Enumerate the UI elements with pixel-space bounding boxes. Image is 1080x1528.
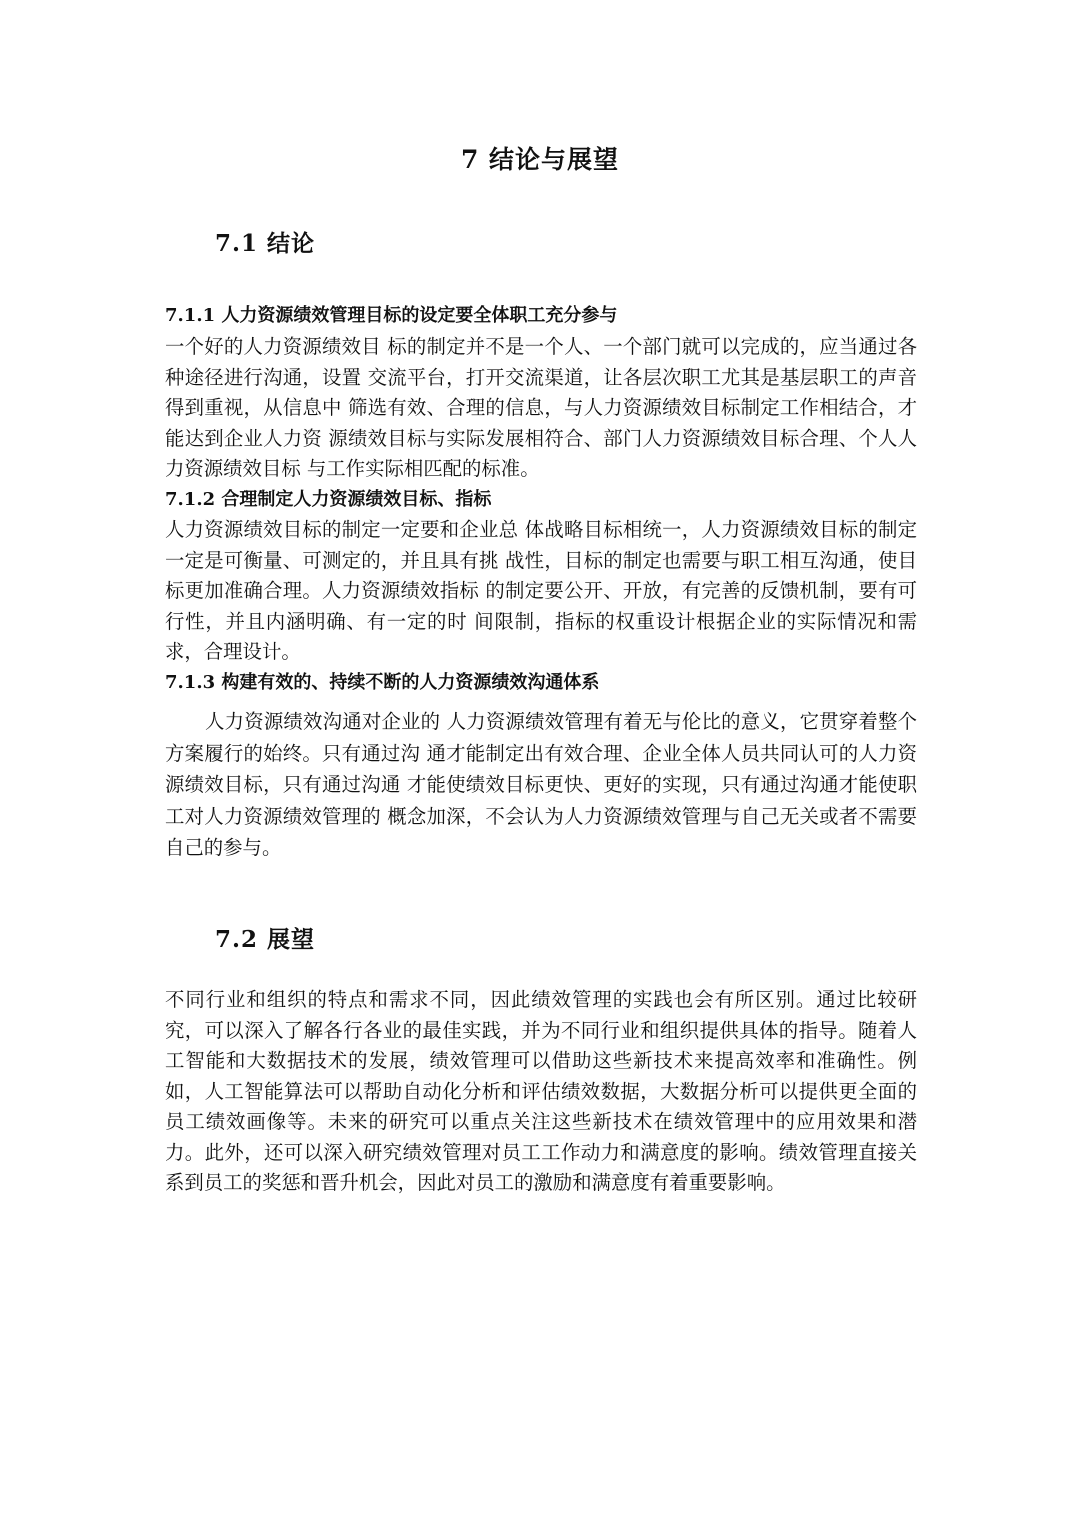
subsection-title-7-1-3: 7.1.3 构建有效的、持续不断的人力资源绩效沟通体系 — [165, 672, 600, 693]
subsection-title-7-1-1: 7.1.1 人力资源绩效管理目标的设定要全体职工充分参与 — [165, 305, 618, 326]
paragraph-7-1-2: 人力资源绩效目标的制定一定要和企业总 体战略目标相统一，人力资源绩效目标的制定一定是可衡量、可测定的，并且具有挑 战性，目标的制定也需要与职工相互沟通，使目标更加准确合理。人力资源绩效指标 的制定要公开、开放，有完善的反馈机制，要有可行性，并且内涵明确、有一定的时 间限制，指标的权重设计根据企业的实际情况和需求，合理设计。 — [165, 518, 917, 663]
paragraph-7-1-3: 人力资源绩效沟通对企业的 人力资源绩效管理有着无与伦比的意义，它贯穿着整个方案履行的始终。只有通过沟 通才能制定出有效合理、企业全体人员共同认可的人力资源绩效目标，只有通过沟通 才能使绩效目标更快、更好的实现，只有通过沟通才能使职工对人力资源绩效管理的 概念加深，不会认为人力资源绩效管理与自己无关或者不需要自己的参与。 — [165, 710, 917, 859]
chapter-title: 7 结论与展望 — [460, 145, 620, 174]
paragraph-outlook: 不同行业和组织的特点和需求不同，因此绩效管理的实践也会有所区别。通过比较研究，可以深入了解各行各业的最佳实践，并为不同行业和组织提供具体的指导。随着人工智能和大数据技术的发展，绩效管理可以借助这些新技术来提高效率和准确性。例如，人工智能算法可以帮助自动化分析和评估绩效数据，大数据分析可以提供更全面的员工绩效画像等。未来的研究可以重点关注这些新技术在绩效管理中的应用效果和潜力。此外，还可以深入研究绩效管理对员工工作动力和满意度的影响。绩效管理直接关系到员工的奖惩和晋升机会，因此对员工的激励和满意度有着重要影响。 — [165, 988, 917, 1194]
paragraph-7-1-1: 一个好的人力资源绩效目 标的制定并不是一个人、一个部门就可以完成的，应当通过各种途径进行沟通，设置 交流平台，打开交流渠道，让各层次职工尤其是基层职工的声音得到重视，从信息中 筛选有效、合理的信息，与人力资源绩效目标制定工作相结合，才能达到企业人力资 源绩效目标与实际发展相符合、部门人力资源绩效目标合理、个人人力资源绩效目标 与工作实际相匹配的标准。 — [165, 335, 917, 480]
section-title-conclusion: 7.1 结论 — [215, 230, 316, 257]
subsection-title-7-1-2: 7.1.2 合理制定人力资源绩效目标、指标 — [165, 489, 492, 510]
section-title-outlook: 7.2 展望 — [215, 926, 316, 953]
